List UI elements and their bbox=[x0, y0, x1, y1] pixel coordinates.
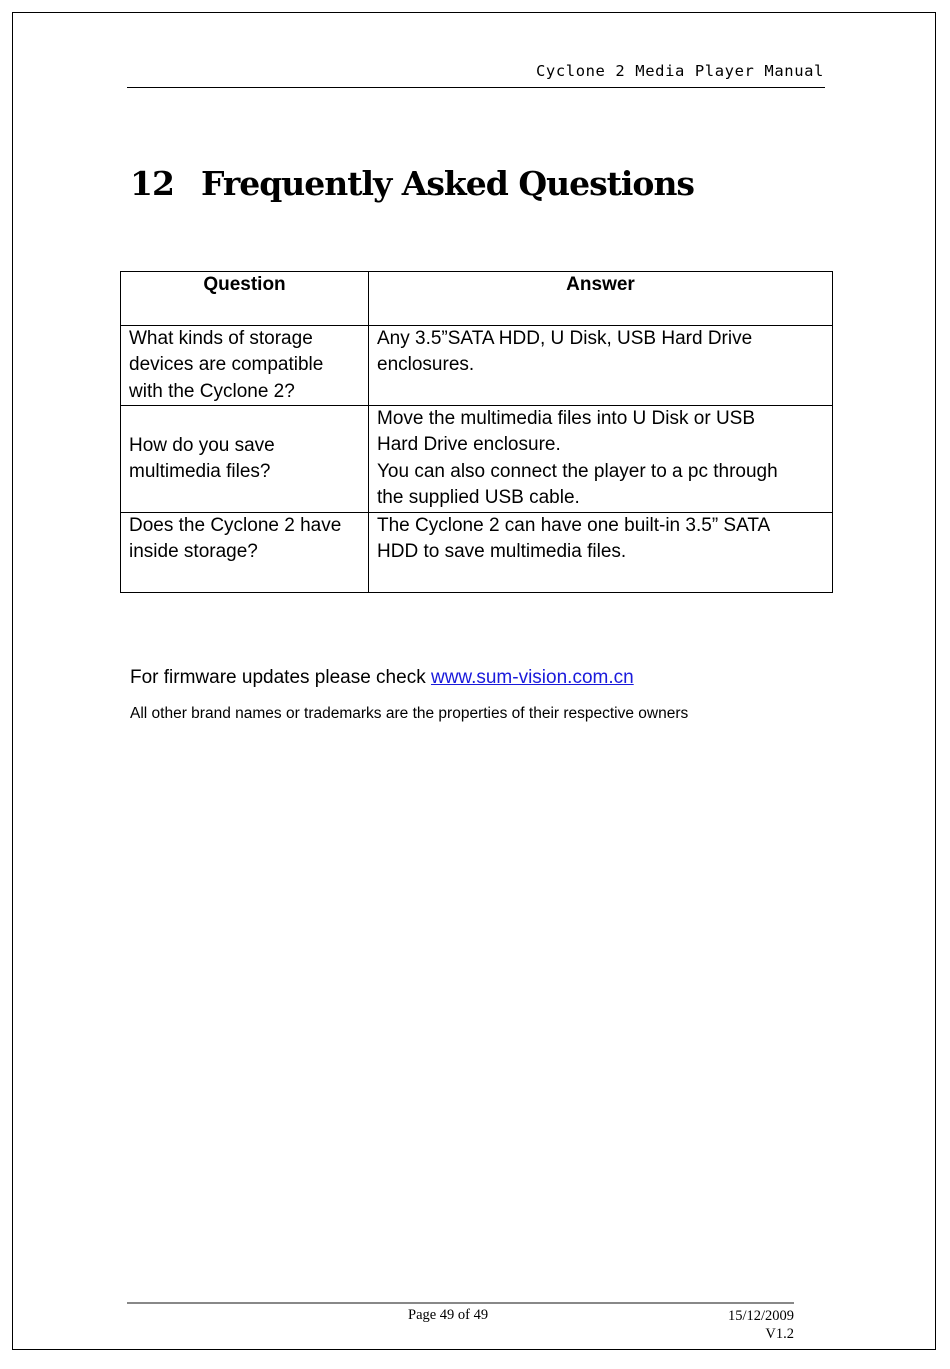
question-cell bbox=[121, 513, 369, 593]
column-header-question: Question bbox=[121, 272, 369, 326]
answer-line: enclosures. bbox=[377, 354, 475, 376]
table-header-row bbox=[121, 272, 833, 326]
answer-cell bbox=[369, 406, 833, 513]
answer-cell bbox=[369, 326, 833, 406]
trademark-notice: All other brand names or trademarks are the properties of their respective owners bbox=[130, 705, 689, 722]
answer-line: HDD to save multimedia files. bbox=[377, 541, 627, 563]
question-line: What kinds of storage bbox=[129, 328, 313, 349]
answer-line: Move the multimedia files into U Disk or USB bbox=[377, 408, 756, 429]
chapter-title: Frequently Asked Questions bbox=[201, 164, 695, 203]
question-cell bbox=[121, 406, 369, 513]
footer-divider bbox=[127, 1302, 794, 1304]
question-line: devices are compatible bbox=[129, 354, 324, 376]
footer-version: V1.2 bbox=[765, 1326, 794, 1342]
question-line: How do you save bbox=[129, 434, 275, 456]
answer-cell bbox=[369, 513, 833, 593]
table-row bbox=[121, 513, 833, 593]
faq-table bbox=[120, 271, 833, 593]
footer-date-version bbox=[728, 1307, 794, 1343]
answer-line: the supplied USB cable. bbox=[377, 486, 580, 508]
chapter-heading bbox=[130, 164, 694, 203]
chapter-number: 12 bbox=[130, 164, 174, 203]
page-number: Page 49 of 49 bbox=[408, 1307, 489, 1323]
column-header-answer: Answer bbox=[369, 272, 833, 326]
answer-line: Hard Drive enclosure. bbox=[377, 434, 561, 456]
firmware-note bbox=[130, 667, 634, 689]
running-header: Cyclone 2 Media Player Manual bbox=[535, 62, 824, 80]
firmware-text: For firmware updates please check bbox=[130, 667, 431, 688]
table-row bbox=[121, 406, 833, 513]
firmware-link[interactable]: www.sum-vision.com.cn bbox=[430, 667, 634, 688]
header-divider bbox=[127, 87, 825, 88]
question-line: with the Cyclone 2? bbox=[129, 380, 295, 402]
footer-date: 15/12/2009 bbox=[727, 1308, 794, 1324]
question-cell bbox=[121, 326, 369, 406]
answer-line: You can also connect the player to a pc through bbox=[377, 460, 778, 482]
question-line: Does the Cyclone 2 have bbox=[129, 515, 342, 536]
table-row bbox=[121, 326, 833, 406]
question-line: multimedia files? bbox=[129, 461, 271, 482]
question-line: inside storage? bbox=[129, 541, 258, 563]
answer-line: Any 3.5”SATA HDD, U Disk, USB Hard Drive bbox=[377, 328, 753, 349]
answer-line: The Cyclone 2 can have one built-in 3.5” SATA bbox=[377, 515, 771, 536]
